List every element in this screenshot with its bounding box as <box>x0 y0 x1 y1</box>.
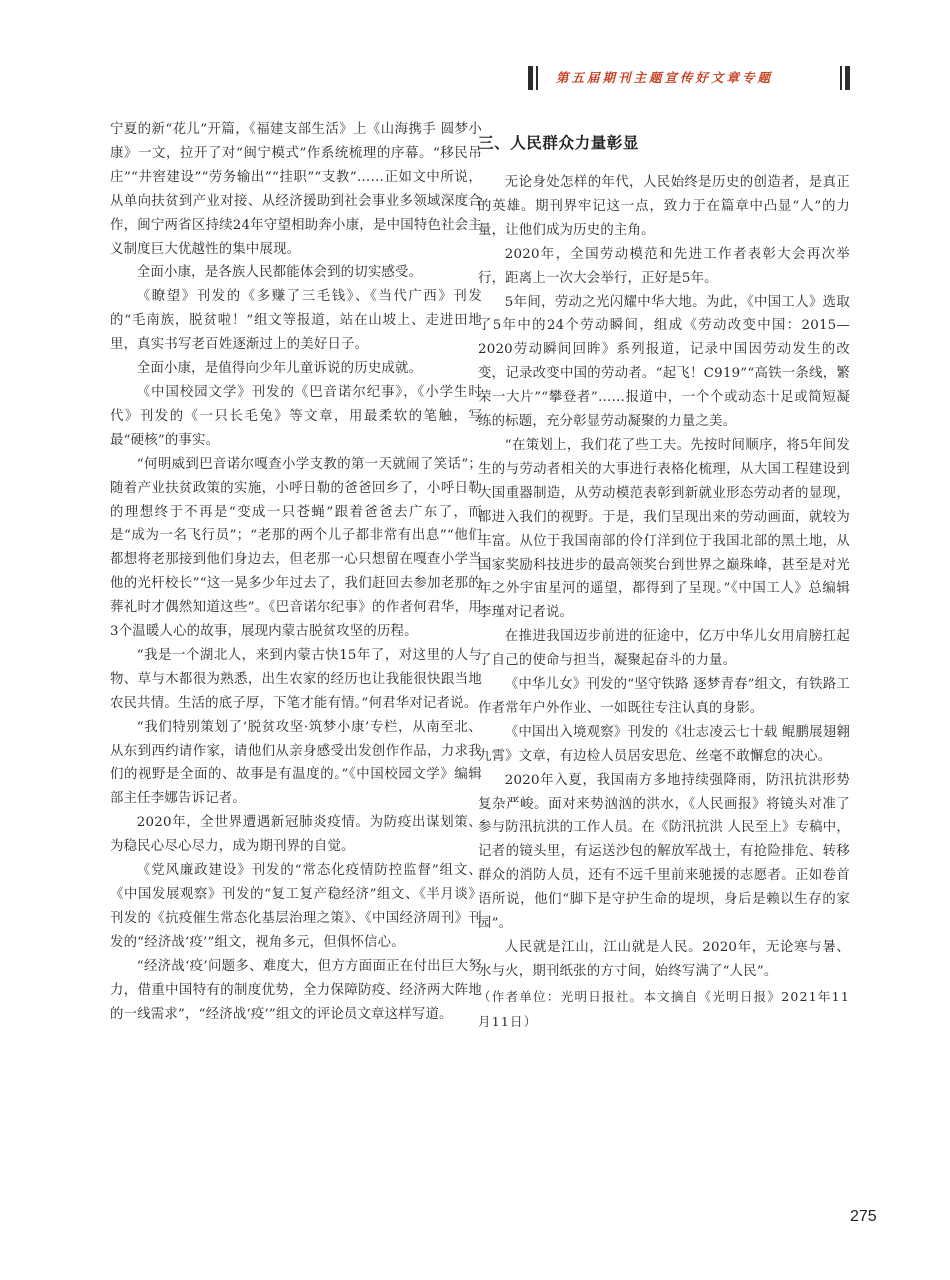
right-paragraph-3: 5年间，劳动之光闪耀中华大地。为此，《中国工人》选取了5年中的24个劳动瞬间，组成《劳动改变中国：2015—2020劳动瞬间回眸》系列报道，记录中国因劳动发生的改变，记录改变中国的劳动者。“起飞！C919”“高铁一条线，繁荣一大片”“攀登者”……报道中，一个个或动态十足或简短凝练的标题，充分彰显劳动凝聚的力量之美。 <box>478 294 850 430</box>
left-paragraph-7: “我是一个湖北人，来到内蒙古快15年了，对这里的人与物、草与木都很为熟悉，出生农家的经历也让我能很快跟当地农民共情。生活的底子厚，下笔才能有情。”何君华对记者说。 <box>110 647 482 711</box>
header-bar-left-thin <box>536 66 538 90</box>
right-paragraph-7: 《中国出入境观察》刊发的《壮志凌云七十载 鲲鹏展翅翱九霄》文章，有边检人员居安思危、丝毫不敢懈怠的决心。 <box>478 724 850 764</box>
header-bar-right-thin <box>840 66 842 90</box>
right-paragraph-4: “在策划上，我们花了些工夫。先按时间顺序，将5年间发生的与劳动者相关的大事进行表格化梳理，从大国工程建设到大国重器制造，从劳动模范表彰到新就业形态劳动者的显现，都进入我们的视野。于是，我们呈现出来的劳动画面，就较为丰富。从位于我国南部的伶仃洋到位于我国北部的黑土地，从国家奖励科技进步的最高领奖台到世界之巅珠峰，甚至是对光年之外宇宙星河的遥望，都得到了呈现。”《中国工人》总编辑李瑾对记者说。 <box>478 437 850 621</box>
right-paragraph-8: 2020年入夏，我国南方多地持续强降雨，防汛抗洪形势复杂严峻。面对来势汹汹的洪水，《人民画报》将镜头对准了参与防汛抗洪的工作人员。在《防汛抗洪 人民至上》专稿中，记者的镜头里，有运送沙包的解放军战士，有抢险排危、转移群众的消防人员，还有不远千里前来驰援的志愿者。正如卷首语所说，他们“脚下是守护生命的堤坝，身后是赖以生存的家园”。 <box>478 772 850 932</box>
series-title: 第五届期刊主题宣传好文章专题 <box>556 70 774 85</box>
header-bar-right-thick <box>845 66 850 90</box>
left-paragraph-9: 2020年，全世界遭遇新冠肺炎疫情。为防疫出谋划策、为稳民心尽心尽力，成为期刊界的自觉。 <box>110 815 482 855</box>
header-bar-left-thick <box>528 66 533 90</box>
section-heading: 三、人民群众力量彰显 <box>478 134 640 152</box>
right-paragraph-6: 《中华儿女》刊发的“坚守铁路 逐梦青春”组文，有铁路工作者常年户外作业、一如既往专注认真的身影。 <box>478 677 850 716</box>
left-paragraph-5: 《中国校园文学》刊发的《巴音诺尔纪事》，《小学生时代》刊发的《一只长毛兔》等文章，用最柔软的笔触，写最“硬核”的事实。 <box>110 384 482 448</box>
right-column <box>478 131 850 1034</box>
left-paragraph-8: “我们特别策划了‘脱贫攻坚·筑梦小康’专栏，从南至北、从东到西约请作家，请他们从亲身感受出发创作作品，力求我们的视野是全面的、故事是有温度的。”《中国校园文学》编辑部主任李娜告诉记者。 <box>110 719 482 807</box>
left-paragraph-11: “经济战‘疫’问题多、难度大，但方方面面正在付出巨大努力，借重中国特有的制度优势，全力保障防疫、经济两大阵地的一线需求”，“经济战‘疫’”组文的评论员文章这样写道。 <box>110 958 482 1022</box>
left-column <box>110 118 482 1026</box>
series-header-band <box>528 66 850 90</box>
right-paragraph-2: 2020年，全国劳动模范和先进工作者表彰大会再次举行，距离上一次大会举行，正好是5年。 <box>478 246 850 286</box>
left-paragraph-3: 《瞭望》刊发的《多赚了三毛钱》、《当代广西》刊发的“毛南族，脱贫啦！”组文等报道，站在山坡上、走进田地里，真实书写老百姓逐渐过上的美好日子。 <box>110 289 482 353</box>
right-paragraph-9: 人民就是江山，江山就是人民。2020年，无论寒与暑、水与火，期刊纸张的方寸间，始终写满了“人民”。 <box>478 940 850 979</box>
left-paragraph-10: 《党风廉政建设》刊发的“常态化疫情防控监督”组文、《中国发展观察》刊发的“复工复产稳经济”组文、《半月谈》刊发的《抗疫催生常态化基层治理之策》、《中国经济周刊》刊发的“经济战‘疫’”组文，视角多元，但俱怀信心。 <box>110 863 482 950</box>
author-byline: （作者单位：光明日报社。本文摘自《光明日报》2021年11月11日） <box>478 988 850 1029</box>
page-number: 275 <box>850 1208 877 1225</box>
right-paragraph-5: 在推进我国迈步前进的征途中，亿万中华儿女用肩膀扛起了自己的使命与担当，凝聚起奋斗的力量。 <box>478 629 850 669</box>
left-paragraph-6: “何明威到巴音诺尔嘎查小学支教的第一天就闹了笑话”；随着产业扶贫政策的实施，小呼日勒的爸爸回乡了，小呼日勒的理想终于不再是“变成一只苍蝇”跟着爸爸去广东了，而是“成为一名飞行员”；“老那的两个儿子都非常有出息”“他们都想将老那接到他们身边去，但老那一心只想留在嘎查小学当他的光杆校长”“这一晃多少年过去了，我们赶回去参加老那的葬礼时才偶然知道这些”。《巴音诺尔纪事》的作者何君华，用3个温暖人心的故事，展现内蒙古脱贫攻坚的历程。 <box>110 456 482 640</box>
right-paragraph-1: 无论身处怎样的年代，人民始终是历史的创造者，是真正的英雄。期刊界牢记这一点，致力于在篇章中凸显“人”的力量，让他们成为历史的主角。 <box>478 175 850 238</box>
left-paragraph-2: 全面小康，是各族人民都能体会到的切实感受。 <box>136 265 423 281</box>
left-paragraph-1: 宁夏的新“花儿”开篇，《福建支部生活》上《山海携手 圆梦小康》一文，拉开了对“闽宁模式”作系统梳理的序幕。“移民吊庄”“井窖建设”“劳务输出”“挂职”“支教”……正如文中所说，从单向扶贫到产业对接、从经济援助到社会事业多领域深度合作，闽宁两省区持续24年守望相助奔小康，是中国特色社会主义制度巨大优越性的集中展现。 <box>110 122 482 257</box>
left-paragraph-4: 全面小康，是值得向少年儿童诉说的历史成就。 <box>136 361 423 377</box>
